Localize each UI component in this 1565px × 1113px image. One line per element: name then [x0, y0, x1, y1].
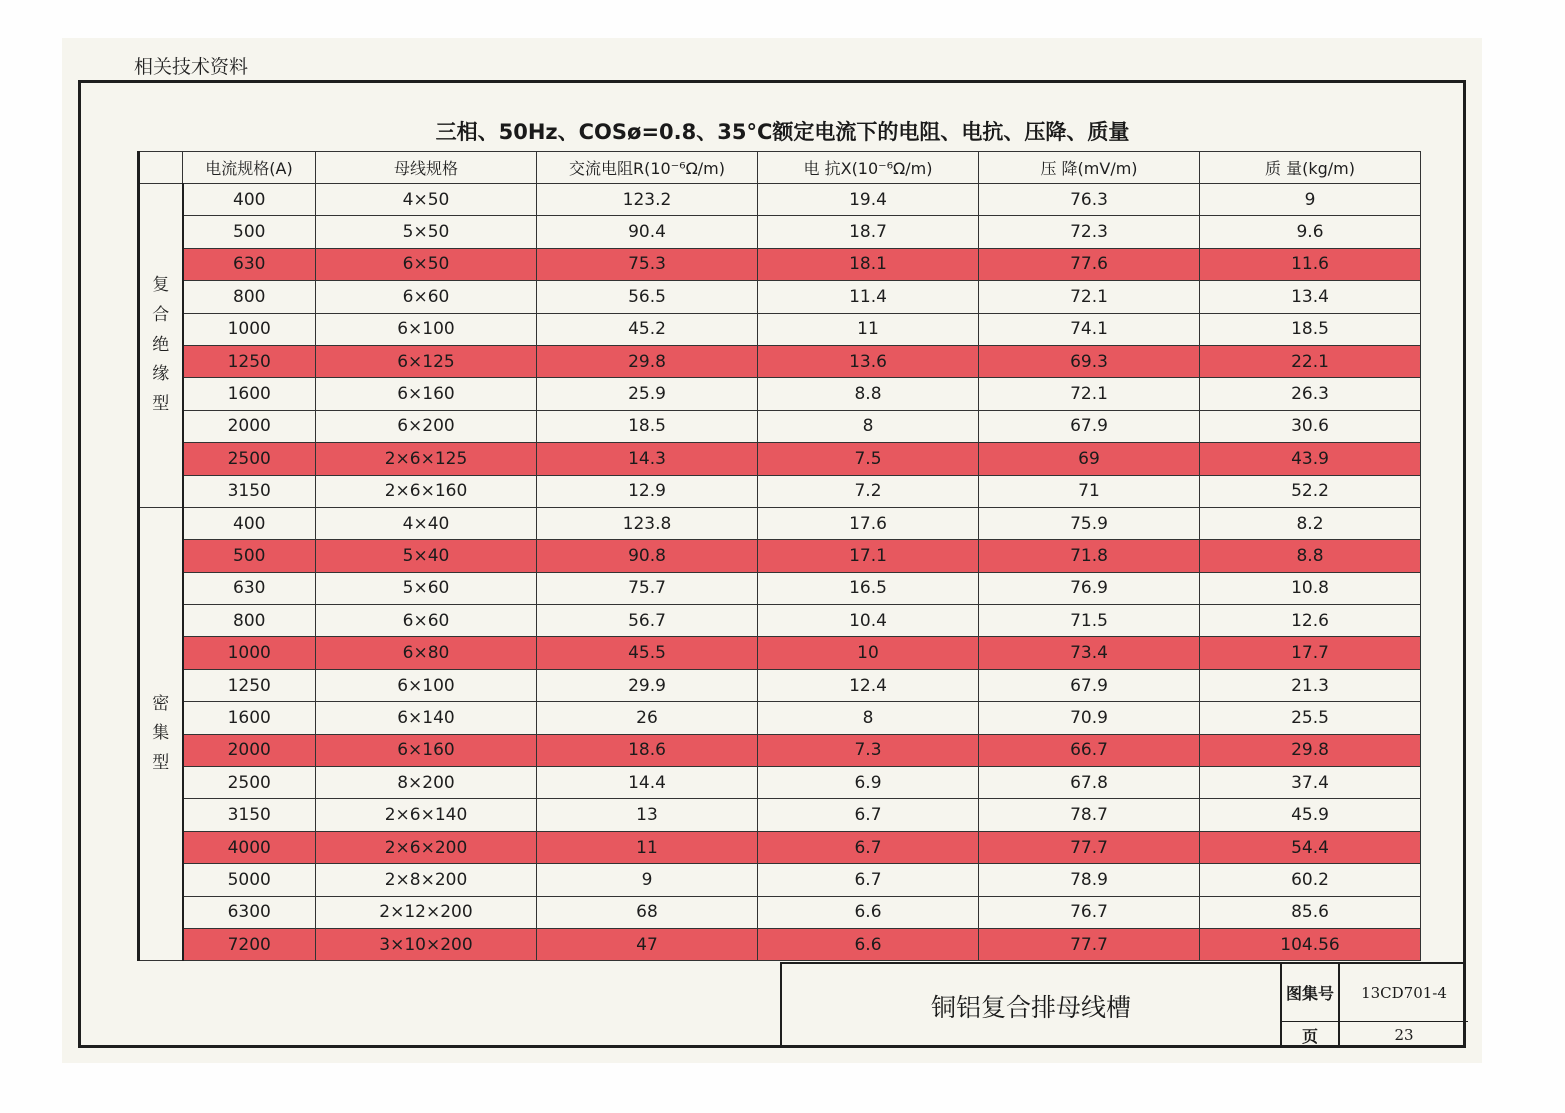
resistance-cell: 26 — [537, 702, 758, 734]
table-row — [139, 896, 1421, 928]
current-cell: 3150 — [183, 799, 316, 831]
voltage-drop-cell: 71.5 — [979, 605, 1200, 637]
voltage-drop-cell: 67.8 — [979, 767, 1200, 799]
table-row — [139, 831, 1421, 863]
resistance-cell: 14.3 — [537, 443, 758, 475]
current-cell: 1000 — [183, 313, 316, 345]
voltage-drop-cell: 66.7 — [979, 734, 1200, 766]
mass-cell: 12.6 — [1200, 605, 1421, 637]
resistance-cell: 9 — [537, 864, 758, 896]
column-header: 电流规格(A) — [183, 152, 316, 184]
resistance-cell: 56.7 — [537, 605, 758, 637]
table-row — [139, 572, 1421, 604]
reactance-cell: 7.5 — [758, 443, 979, 475]
table-row — [139, 410, 1421, 442]
mass-cell: 9.6 — [1200, 216, 1421, 248]
reactance-cell: 16.5 — [758, 572, 979, 604]
busbar-cell: 6×200 — [316, 410, 537, 442]
group-label-cell — [139, 507, 183, 960]
current-cell: 400 — [183, 507, 316, 539]
table-row — [139, 378, 1421, 410]
voltage-drop-cell: 77.6 — [979, 248, 1200, 280]
voltage-drop-cell: 69 — [979, 443, 1200, 475]
resistance-cell: 18.5 — [537, 410, 758, 442]
current-cell: 630 — [183, 572, 316, 604]
voltage-drop-cell: 76.3 — [979, 184, 1200, 216]
mass-cell: 52.2 — [1200, 475, 1421, 507]
resistance-cell: 14.4 — [537, 767, 758, 799]
mass-cell: 30.6 — [1200, 410, 1421, 442]
table-row — [139, 313, 1421, 345]
mass-cell: 8.8 — [1200, 540, 1421, 572]
reactance-cell: 8.8 — [758, 378, 979, 410]
current-cell: 1250 — [183, 345, 316, 377]
table-row — [139, 281, 1421, 313]
reactance-cell: 6.7 — [758, 831, 979, 863]
mass-cell: 10.8 — [1200, 572, 1421, 604]
resistance-cell: 29.8 — [537, 345, 758, 377]
mass-cell: 8.2 — [1200, 507, 1421, 539]
voltage-drop-cell: 71 — [979, 475, 1200, 507]
busbar-cell: 6×60 — [316, 281, 537, 313]
resistance-cell: 45.5 — [537, 637, 758, 669]
resistance-cell: 29.9 — [537, 669, 758, 701]
reactance-cell: 17.1 — [758, 540, 979, 572]
mass-cell: 25.5 — [1200, 702, 1421, 734]
busbar-cell: 6×50 — [316, 248, 537, 280]
voltage-drop-cell: 76.7 — [979, 896, 1200, 928]
current-cell: 2500 — [183, 767, 316, 799]
busbar-cell: 6×100 — [316, 313, 537, 345]
reactance-cell: 6.6 — [758, 896, 979, 928]
current-cell: 1000 — [183, 637, 316, 669]
current-cell: 2000 — [183, 410, 316, 442]
table-title: 三相、50Hz、COSø=0.8、35°C额定电流下的电阻、电抗、压降、质量 — [435, 120, 1130, 144]
current-cell: 6300 — [183, 896, 316, 928]
table-row — [139, 637, 1421, 669]
mass-cell: 13.4 — [1200, 281, 1421, 313]
busbar-cell: 8×200 — [316, 767, 537, 799]
busbar-cell: 2×6×125 — [316, 443, 537, 475]
column-header: 质 量(kg/m) — [1200, 152, 1421, 184]
resistance-cell: 90.4 — [537, 216, 758, 248]
voltage-drop-cell: 74.1 — [979, 313, 1200, 345]
column-header: 压 降(mV/m) — [979, 152, 1200, 184]
reactance-cell: 7.2 — [758, 475, 979, 507]
mass-cell: 85.6 — [1200, 896, 1421, 928]
reactance-cell: 18.1 — [758, 248, 979, 280]
group-header-cell — [139, 152, 183, 184]
busbar-cell: 6×100 — [316, 669, 537, 701]
voltage-drop-cell: 67.9 — [979, 410, 1200, 442]
voltage-drop-cell: 67.9 — [979, 669, 1200, 701]
voltage-drop-cell: 72.3 — [979, 216, 1200, 248]
busbar-cell: 2×6×200 — [316, 831, 537, 863]
mass-cell: 22.1 — [1200, 345, 1421, 377]
header-label: 相关技术资料 — [134, 56, 249, 78]
current-cell: 1600 — [183, 702, 316, 734]
busbar-cell: 2×12×200 — [316, 896, 537, 928]
table-row — [139, 507, 1421, 539]
mass-cell: 37.4 — [1200, 767, 1421, 799]
mass-cell: 11.6 — [1200, 248, 1421, 280]
reactance-cell: 10 — [758, 637, 979, 669]
current-cell: 400 — [183, 184, 316, 216]
voltage-drop-cell: 72.1 — [979, 378, 1200, 410]
current-cell: 3150 — [183, 475, 316, 507]
reactance-cell: 19.4 — [758, 184, 979, 216]
current-cell: 800 — [183, 605, 316, 637]
group-label: 复合绝缘型 — [152, 275, 170, 415]
reactance-cell: 18.7 — [758, 216, 979, 248]
reactance-cell: 6.7 — [758, 799, 979, 831]
table-row — [139, 540, 1421, 572]
reactance-cell: 8 — [758, 702, 979, 734]
table-row — [139, 216, 1421, 248]
mass-cell: 17.7 — [1200, 637, 1421, 669]
table-row — [139, 799, 1421, 831]
current-cell: 630 — [183, 248, 316, 280]
voltage-drop-cell: 77.7 — [979, 831, 1200, 863]
busbar-cell: 6×60 — [316, 605, 537, 637]
table-row — [139, 734, 1421, 766]
reactance-cell: 6.6 — [758, 928, 979, 960]
table-row — [139, 345, 1421, 377]
resistance-cell: 13 — [537, 799, 758, 831]
reactance-cell: 11.4 — [758, 281, 979, 313]
group-label-cell — [139, 184, 183, 508]
mass-cell: 29.8 — [1200, 734, 1421, 766]
busbar-cell: 6×160 — [316, 734, 537, 766]
resistance-cell: 25.9 — [537, 378, 758, 410]
resistance-cell: 12.9 — [537, 475, 758, 507]
table-row — [139, 443, 1421, 475]
current-cell: 500 — [183, 540, 316, 572]
resistance-cell: 75.7 — [537, 572, 758, 604]
voltage-drop-cell: 70.9 — [979, 702, 1200, 734]
mass-cell: 104.56 — [1200, 928, 1421, 960]
title-block — [780, 962, 1466, 1048]
reactance-cell: 11 — [758, 313, 979, 345]
resistance-cell: 56.5 — [537, 281, 758, 313]
resistance-cell: 123.8 — [537, 507, 758, 539]
table-row — [139, 669, 1421, 701]
current-cell: 4000 — [183, 831, 316, 863]
reactance-cell: 6.9 — [758, 767, 979, 799]
voltage-drop-cell: 78.7 — [979, 799, 1200, 831]
busbar-cell: 5×60 — [316, 572, 537, 604]
resistance-cell: 123.2 — [537, 184, 758, 216]
busbar-cell: 4×50 — [316, 184, 537, 216]
voltage-drop-cell: 78.9 — [979, 864, 1200, 896]
busbar-cell: 6×80 — [316, 637, 537, 669]
table-row — [139, 767, 1421, 799]
busbar-cell: 2×6×140 — [316, 799, 537, 831]
resistance-cell: 90.8 — [537, 540, 758, 572]
busbar-cell: 2×6×160 — [316, 475, 537, 507]
voltage-drop-cell: 72.1 — [979, 281, 1200, 313]
busbar-cell: 4×40 — [316, 507, 537, 539]
mass-cell: 9 — [1200, 184, 1421, 216]
busbar-cell: 6×125 — [316, 345, 537, 377]
mass-cell: 18.5 — [1200, 313, 1421, 345]
reactance-cell: 17.6 — [758, 507, 979, 539]
group-label: 密集型 — [152, 693, 170, 774]
reactance-cell: 6.7 — [758, 864, 979, 896]
voltage-drop-cell: 75.9 — [979, 507, 1200, 539]
table-row — [139, 248, 1421, 280]
current-cell: 1600 — [183, 378, 316, 410]
mass-cell: 21.3 — [1200, 669, 1421, 701]
reactance-cell: 13.6 — [758, 345, 979, 377]
table-row — [139, 605, 1421, 637]
atlas-number: 13CD701-4 — [1338, 964, 1468, 1022]
table-header-row — [139, 152, 1421, 184]
voltage-drop-cell: 69.3 — [979, 345, 1200, 377]
resistance-cell: 18.6 — [537, 734, 758, 766]
busbar-cell: 6×140 — [316, 702, 537, 734]
column-header: 母线规格 — [316, 152, 537, 184]
column-header: 交流电阻R(10⁻⁶Ω/m) — [537, 152, 758, 184]
current-cell: 800 — [183, 281, 316, 313]
resistance-cell: 11 — [537, 831, 758, 863]
mass-cell: 54.4 — [1200, 831, 1421, 863]
resistance-cell: 68 — [537, 896, 758, 928]
column-header: 电 抗X(10⁻⁶Ω/m) — [758, 152, 979, 184]
reactance-cell: 12.4 — [758, 669, 979, 701]
drawing-name: 铜铝复合排母线槽 — [930, 993, 1131, 1022]
voltage-drop-cell: 73.4 — [979, 637, 1200, 669]
reactance-cell: 7.3 — [758, 734, 979, 766]
data-table — [137, 151, 1421, 961]
busbar-cell: 3×10×200 — [316, 928, 537, 960]
voltage-drop-cell: 76.9 — [979, 572, 1200, 604]
page-number: 23 — [1338, 1022, 1468, 1048]
current-cell: 2500 — [183, 443, 316, 475]
current-cell: 1250 — [183, 669, 316, 701]
voltage-drop-cell: 71.8 — [979, 540, 1200, 572]
reactance-cell: 8 — [758, 410, 979, 442]
atlas-number-label: 图集号 — [1280, 964, 1338, 1022]
table-row — [139, 475, 1421, 507]
table-row — [139, 864, 1421, 896]
mass-cell: 60.2 — [1200, 864, 1421, 896]
busbar-cell: 5×50 — [316, 216, 537, 248]
busbar-cell: 6×160 — [316, 378, 537, 410]
mass-cell: 43.9 — [1200, 443, 1421, 475]
current-cell: 5000 — [183, 864, 316, 896]
current-cell: 7200 — [183, 928, 316, 960]
table-row — [139, 928, 1421, 960]
page-label: 页 — [1280, 1022, 1338, 1048]
mass-cell: 26.3 — [1200, 378, 1421, 410]
busbar-cell: 2×8×200 — [316, 864, 537, 896]
resistance-cell: 47 — [537, 928, 758, 960]
mass-cell: 45.9 — [1200, 799, 1421, 831]
table-row — [139, 702, 1421, 734]
table-row — [139, 184, 1421, 216]
reactance-cell: 10.4 — [758, 605, 979, 637]
current-cell: 500 — [183, 216, 316, 248]
resistance-cell: 45.2 — [537, 313, 758, 345]
current-cell: 2000 — [183, 734, 316, 766]
busbar-cell: 5×40 — [316, 540, 537, 572]
resistance-cell: 75.3 — [537, 248, 758, 280]
voltage-drop-cell: 77.7 — [979, 928, 1200, 960]
